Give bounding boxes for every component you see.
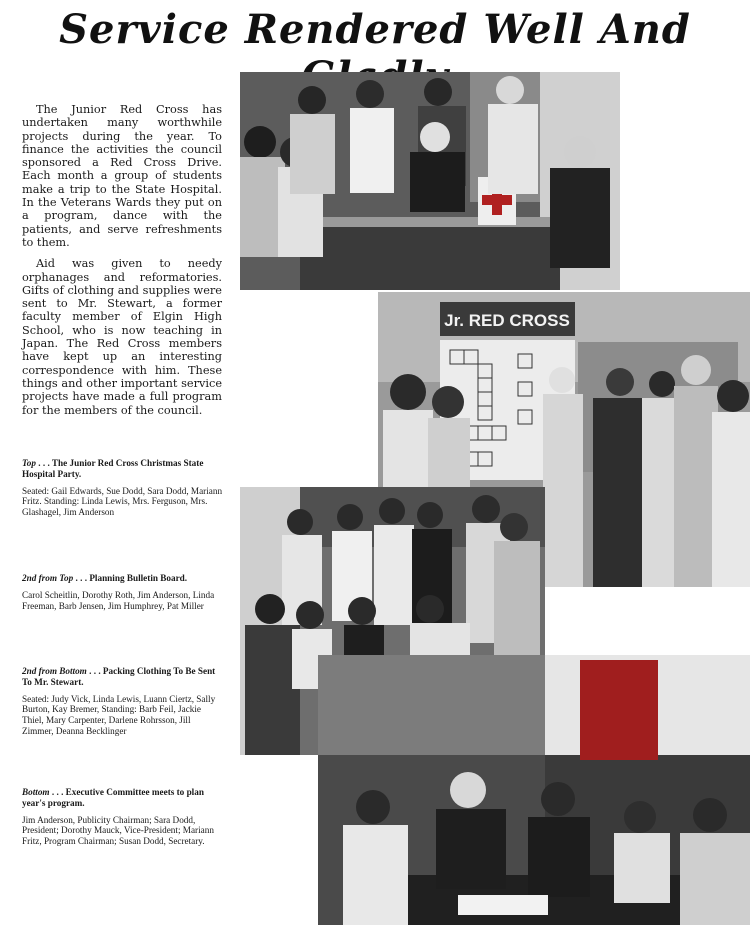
caption-body: Jim Anderson, Publicity Chairman; Sara Dodd, President; Dorothy Mauck, Vice-President; Mariann Fritz, Program Chairman; Susan Dodd, Secretary. [22,814,214,847]
caption-top: Top . . . The Junior Red Cross Christmas State Hospital Party. Seated: Gail Edwards, Sue Dodd, Sara Dodd, Mariann Fritz. Standing: Linda Lewis, Mrs. Ferguson, Mrs. Glashagel, Jim Anderson [22,458,223,518]
caption-position: Top [22,458,36,468]
caption-title: The Junior Red Cross Christmas State Hospital Party. [22,458,204,479]
intro-paragraph: The Junior Red Cross has undertaken many worthwhile projects during the year. To finance the activities the council sponsored a Red Cross Drive. Each month a group of students make a trip to the State Hospital. In the Veterans Wards they put on a program, dance with the patients, and serve refreshments to them. [22,103,222,249]
bulletin-banner-text: Jr. RED CROSS [444,311,570,330]
caption-bottom: Bottom . . . Executive Committee meets to plan year's program. Jim Anderson, Publicity Chairman; Sara Dodd, President; Dorothy Mauck, Vice-President; Mariann Fritz, Program Chairman; Susan Dodd, Secretary. [22,787,224,847]
caption-body: Seated: Judy Vick, Linda Lewis, Luann Ciertz, Sally Burton, Kay Bremer, Standing: Barb Feil, Jackie Thiel, Mary Carpenter, Darlene Rohrsson, Jill Zimmer, Deanna Becklinger [22,693,216,736]
page-title: Service Rendered Well And [59,6,691,53]
caption-second: 2nd from Top . . . Planning Bulletin Board. Carol Scheitlin, Dorothy Roth, Jim Anderson, Linda Freeman, Barb Jensen, Jim Humphrey, Pat Miller [22,573,224,611]
caption-body: Carol Scheitlin, Dorothy Roth, Jim Anderson, Linda Freeman, Barb Jensen, Jim Humphrey, Pat Miller [22,589,215,611]
caption-third: 2nd from Bottom . . . Packing Clothing To Be Sent To Mr. Stewart. Seated: Judy Vick, Linda Lewis, Luann Ciertz, Sally Burton, Kay Bremer, Standing: Barb Feil, Jackie Thiel, Mary Carpenter, Darlene Rohrsson, Jill Zimmer, Deanna Becklinger [22,666,224,737]
caption-position: 2nd from Bottom [22,666,87,676]
caption-title: Planning Bulletin Board. [89,573,188,583]
intro-text [22,103,222,425]
caption-position: Bottom [22,787,50,797]
caption-title: Packing Clothing To Be Sent To Mr. Stewart. [22,666,216,687]
caption-title: Executive Committee meets to plan year's program. [22,787,204,808]
caption-body: Seated: Gail Edwards, Sue Dodd, Sara Dodd, Mariann Fritz. Standing: Linda Lewis, Mrs. Ferguson, Mrs. Glashagel, Jim Anderson [22,485,223,518]
photo-christmas-party [240,72,620,290]
intro-paragraph: Aid was given to needy orphanages and reformatories. Gifts of clothing and supplies were sent to Mr. Stewart, a former faculty member of Elgin High School, who is now teaching in Japan. The Red Cross members have kept up an interesting correspondence with him. These things and other important service projects have made a full program for the members of the council. [22,257,222,417]
photo-executive-committee [318,655,750,925]
caption-position: 2nd from Top [22,573,74,583]
